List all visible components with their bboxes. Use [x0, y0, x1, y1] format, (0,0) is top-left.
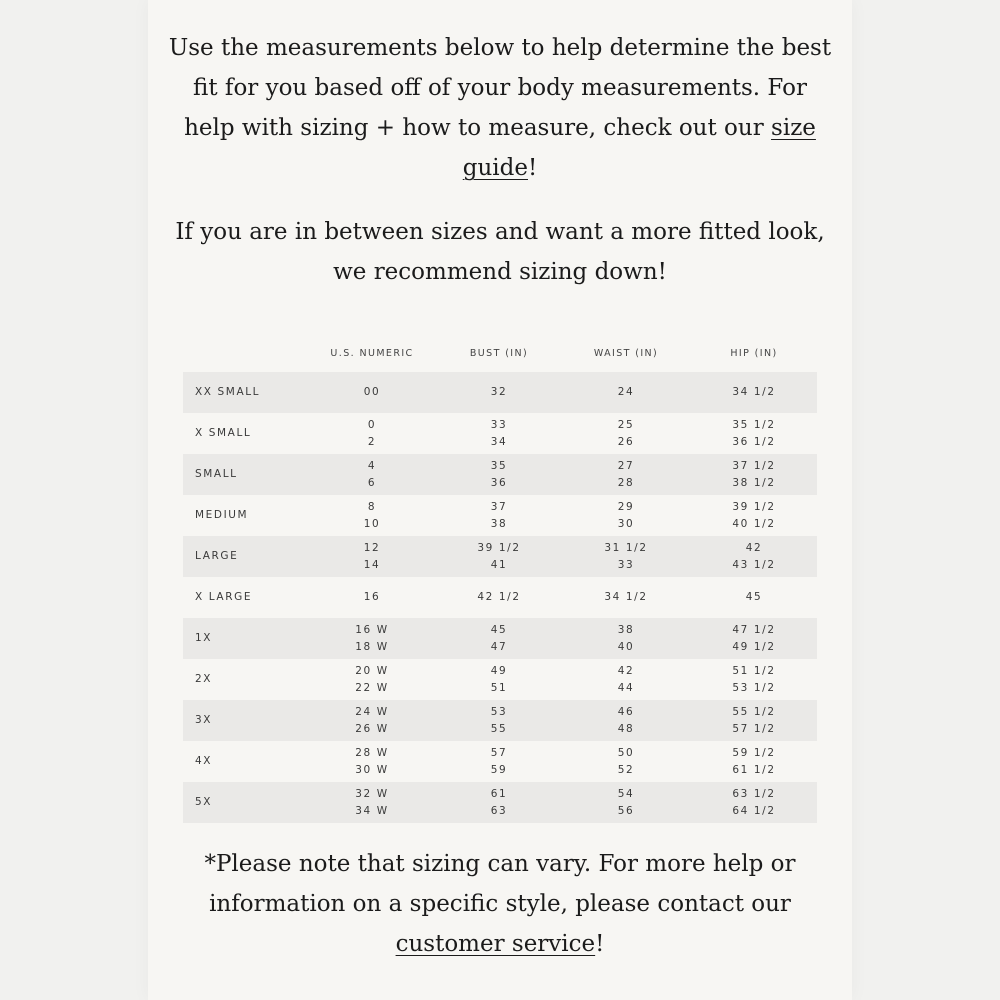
hip-value: 61 1/2 [732, 763, 776, 776]
numeric-value: 16 [363, 591, 381, 604]
hip-cell [732, 782, 775, 823]
hip-value: 43 1/2 [732, 558, 776, 571]
numeric-value: 22 W [355, 681, 389, 694]
bust-cell [491, 372, 508, 413]
bust-value: 33 [490, 419, 508, 431]
bust-value: 42 1/2 [477, 591, 521, 604]
numeric-cell [364, 495, 381, 536]
customer-service-link[interactable]: customer service [395, 931, 596, 957]
hip-value: 59 1/2 [732, 747, 776, 759]
sizing-down-note [148, 212, 852, 292]
size-label: 5X [195, 796, 213, 809]
waist-value: 25 [617, 419, 635, 431]
hip-value: 57 1/2 [732, 722, 776, 735]
waist-value: 29 [617, 501, 635, 513]
table-row [183, 577, 817, 618]
hip-cell [732, 536, 775, 577]
bust-value: 55 [490, 722, 508, 735]
hip-cell [732, 454, 775, 495]
hip-value: 47 1/2 [732, 624, 776, 636]
footer-line-2: information on a specific style, please contact our [209, 891, 791, 917]
sizing-down-line-2: we recommend sizing down! [333, 259, 667, 285]
table-row [183, 454, 817, 495]
size-guide-link-part-1[interactable]: size [771, 115, 816, 141]
numeric-value: 0 [367, 419, 377, 431]
bust-cell [491, 659, 508, 700]
bust-value: 35 [490, 460, 508, 472]
table-row [183, 782, 817, 823]
numeric-value: 30 W [355, 763, 389, 776]
size-label: X LARGE [195, 591, 253, 604]
bust-value: 51 [490, 681, 508, 694]
waist-value: 40 [617, 640, 635, 653]
numeric-value: 32 W [355, 788, 389, 800]
footer-note [148, 844, 852, 964]
bust-value: 36 [490, 476, 508, 489]
waist-cell [618, 372, 635, 413]
hip-cell [732, 700, 775, 741]
numeric-value: 18 W [355, 640, 389, 653]
size-label: 3X [195, 714, 213, 727]
size-chart-table [183, 338, 817, 823]
bust-value: 59 [490, 763, 508, 776]
size-chart-panel [148, 0, 852, 1000]
waist-value: 46 [617, 706, 635, 718]
waist-cell [604, 577, 647, 618]
numeric-cell [368, 454, 376, 495]
waist-value: 28 [617, 476, 635, 489]
bust-value: 57 [490, 747, 508, 759]
waist-value: 31 1/2 [604, 542, 648, 554]
waist-value: 52 [617, 763, 635, 776]
intro-line-3: help with sizing + how to measure, check out our [184, 115, 772, 141]
size-label: LARGE [195, 550, 239, 563]
size-label: SMALL [195, 468, 238, 481]
table-row [183, 536, 817, 577]
waist-cell [618, 659, 635, 700]
hip-cell [732, 495, 775, 536]
waist-value: 26 [617, 435, 635, 448]
hip-value: 36 1/2 [732, 435, 776, 448]
waist-cell [618, 741, 635, 782]
waist-cell [618, 618, 635, 659]
hip-value: 42 [745, 542, 763, 554]
size-label: XX SMALL [195, 386, 261, 399]
hip-cell [732, 372, 775, 413]
waist-cell [618, 495, 635, 536]
numeric-cell [364, 372, 381, 413]
footer-exclamation: ! [595, 931, 605, 957]
hip-cell [732, 618, 775, 659]
header-bust: BUST (IN) [469, 348, 529, 359]
waist-cell [618, 782, 635, 823]
numeric-cell [355, 618, 388, 659]
bust-cell [491, 618, 508, 659]
numeric-value: 00 [363, 386, 381, 399]
hip-value: 37 1/2 [732, 460, 776, 472]
numeric-cell [368, 413, 376, 454]
hip-value: 55 1/2 [732, 706, 776, 718]
hip-value: 38 1/2 [732, 476, 776, 489]
waist-value: 34 1/2 [604, 591, 648, 604]
bust-value: 34 [490, 435, 508, 448]
intro-exclamation: ! [527, 155, 538, 181]
hip-cell [732, 659, 775, 700]
header-us-numeric: U.S. NUMERIC [330, 348, 414, 359]
hip-value: 63 1/2 [732, 788, 776, 800]
numeric-value: 16 W [355, 624, 389, 636]
numeric-cell [364, 577, 381, 618]
bust-cell [491, 782, 508, 823]
bust-value: 39 1/2 [477, 542, 521, 554]
numeric-value: 2 [367, 435, 377, 448]
bust-cell [491, 700, 508, 741]
bust-cell [477, 577, 520, 618]
numeric-cell [355, 700, 388, 741]
bust-value: 38 [490, 517, 508, 530]
waist-value: 24 [617, 386, 635, 399]
bust-cell [491, 741, 508, 782]
table-row [183, 741, 817, 782]
numeric-value: 14 [363, 558, 381, 571]
intro-paragraph [148, 28, 852, 188]
hip-value: 34 1/2 [732, 386, 776, 399]
table-row [183, 618, 817, 659]
table-row [183, 495, 817, 536]
numeric-value: 28 W [355, 747, 389, 759]
header-waist: WAIST (IN) [593, 348, 659, 359]
waist-cell [618, 413, 635, 454]
waist-value: 38 [617, 624, 635, 636]
numeric-value: 6 [367, 476, 377, 489]
size-label: 1X [195, 632, 213, 645]
waist-value: 44 [617, 681, 635, 694]
bust-cell [491, 495, 508, 536]
waist-value: 54 [617, 788, 635, 800]
numeric-cell [355, 741, 388, 782]
bust-value: 49 [490, 665, 508, 677]
bust-value: 32 [490, 386, 508, 399]
size-label: MEDIUM [195, 509, 249, 522]
numeric-value: 26 W [355, 722, 389, 735]
bust-cell [477, 536, 520, 577]
table-row [183, 659, 817, 700]
bust-cell [491, 413, 508, 454]
waist-value: 48 [617, 722, 635, 735]
size-label: 4X [195, 755, 213, 768]
hip-cell [732, 741, 775, 782]
hip-value: 39 1/2 [732, 501, 776, 513]
intro-text [148, 28, 852, 292]
numeric-value: 12 [363, 542, 381, 554]
table-body [183, 372, 817, 823]
hip-value: 64 1/2 [732, 804, 776, 817]
hip-value: 49 1/2 [732, 640, 776, 653]
hip-cell [732, 413, 775, 454]
footer-paragraph [148, 844, 852, 964]
size-guide-link-part-2[interactable]: guide [462, 155, 528, 181]
numeric-value: 10 [363, 517, 381, 530]
numeric-value: 24 W [355, 706, 389, 718]
bust-value: 37 [490, 501, 508, 513]
waist-cell [604, 536, 647, 577]
table-row [183, 700, 817, 741]
sizing-down-line-1: If you are in between sizes and want a more fitted look, [175, 219, 825, 245]
bust-value: 41 [490, 558, 508, 571]
waist-value: 42 [617, 665, 635, 677]
hip-value: 53 1/2 [732, 681, 776, 694]
hip-value: 45 [745, 591, 763, 604]
size-label: 2X [195, 673, 213, 686]
header-hip: HIP (IN) [730, 348, 778, 359]
intro-line-2: fit for you based off of your body measurements. For [193, 75, 807, 101]
waist-value: 30 [617, 517, 635, 530]
numeric-value: 34 W [355, 804, 389, 817]
hip-value: 51 1/2 [732, 665, 776, 677]
numeric-value: 20 W [355, 665, 389, 677]
numeric-cell [355, 782, 388, 823]
hip-value: 35 1/2 [732, 419, 776, 431]
table-row [183, 413, 817, 454]
numeric-value: 4 [367, 460, 377, 472]
bust-value: 47 [490, 640, 508, 653]
numeric-cell [364, 536, 381, 577]
waist-value: 56 [617, 804, 635, 817]
bust-cell [491, 454, 508, 495]
numeric-cell [355, 659, 388, 700]
footer-line-1: *Please note that sizing can vary. For more help or [204, 851, 796, 877]
size-label: X SMALL [195, 427, 252, 440]
intro-line-1: Use the measurements below to help determine the best [168, 35, 832, 61]
waist-value: 27 [617, 460, 635, 472]
waist-value: 33 [617, 558, 635, 571]
table-header [183, 338, 817, 372]
bust-value: 53 [490, 706, 508, 718]
hip-cell [746, 577, 763, 618]
table-row [183, 372, 817, 413]
hip-value: 40 1/2 [732, 517, 776, 530]
waist-value: 50 [617, 747, 635, 759]
waist-cell [618, 700, 635, 741]
bust-value: 45 [490, 624, 508, 636]
waist-cell [618, 454, 635, 495]
numeric-value: 8 [367, 501, 377, 513]
bust-value: 61 [490, 788, 508, 800]
bust-value: 63 [490, 804, 508, 817]
